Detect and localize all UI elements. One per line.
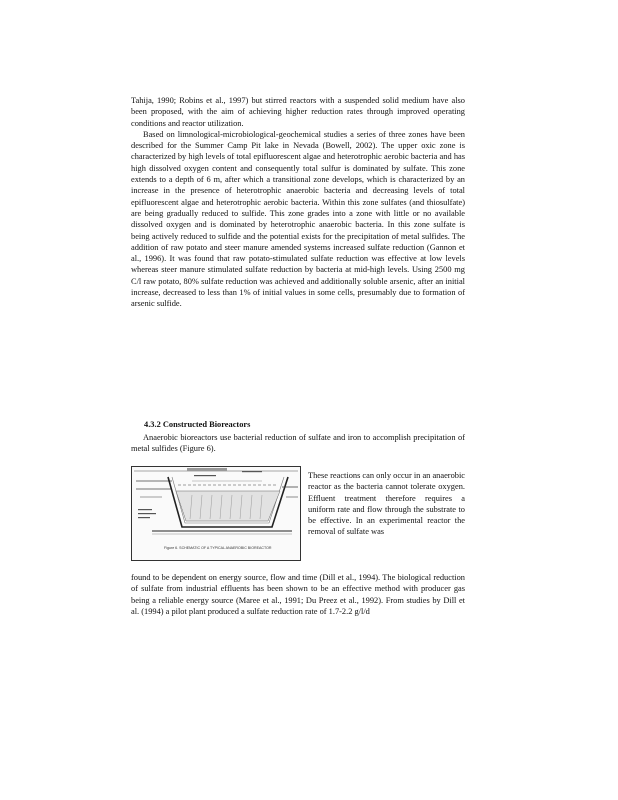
bioreactor-diagram — [132, 467, 300, 560]
figure-caption: Figure 6. SCHEMATIC OF A TYPICAL ANAEROBIC BIOREACTOR — [164, 546, 272, 550]
paragraph-2: Based on limnological-microbiological-geochemical studies a series of three zones have been described for the Summer Camp Pit lake in Nevada (Bowell, 2002). The upper oxic zone is characterized by high levels of total epifluorescent algae and heterotrophic aerobic bacteria and has high dissolved oxygen content and consequently total sulfur is dominated by sulfate. This zone extends to a depth of 6 m, after which a transitional zone develops, which is characterized by an increase in the presence of heterotrophic anaerobic bacteria and decreasing levels of total epifluorescent algae and heterotrophic aerobic bacteria. Within this zone sulfates (and thiosulfate) are being gradually reduced to sulfide. This zone grades into a zone with little or no available dissolved oxygen and is dominated by heterotrophic anaerobic bacteria. In this zone sulfate is being actively reduced to sulfide and the potential exists for the precipitation of metal sulfides. The addition of raw potato and steer manure amended systems increased sulfate reduction (Gannon et al., 1996). It was found that raw potato-stimulated sulfate reduction was effective at low levels whereas steer manure stimulated sulfate reduction by bacteria at mid-high levels. Using 2500 mg C/l raw potato, 80% sulfate reduction was achieved and additionally soluble arsenic, after an initial increase, decreased to less than 1% of initial values in some cells, presumably due to formation of arsenic sulfide. — [131, 129, 465, 309]
paragraph-3-start-block — [131, 432, 465, 455]
body-column — [131, 95, 465, 310]
section-heading: 4.3.2 Constructed Bioreactors — [144, 420, 251, 429]
paragraph-3-continued: found to be dependent on energy source, flow and time (Dill et al., 1994). The biological reduction of sulfate from industrial effluents has been shown to be an effective method with producer gas being a reliable energy source (Maree et al., 1991; Du Preez et al., 1992). From studies by Dill et al. (1994) a pilot plant produced a sulfate reduction rate of 1.7-2.2 g/l/d — [131, 573, 465, 616]
paragraph-3-start: Anaerobic bioreactors use bacterial reduction of sulfate and iron to accomplish precipitation of metal sulfides (Figure 6). — [131, 433, 465, 454]
figure-side-text: These reactions can only occur in an anaerobic reactor as the bacteria cannot tolerate oxygen. Effluent treatment therefore requires a uniform rate and flow through the substrate to be effective. In an experimental reactor the removal of sulfate was — [308, 471, 465, 537]
paragraph-1: Tahija, 1990; Robins et al., 1997) but stirred reactors with a suspended solid medium have also been proposed, with the aim of achieving higher reduction rates through improved operating conditions and reactor utilization. — [131, 96, 465, 128]
figure-6-schematic — [131, 466, 301, 561]
